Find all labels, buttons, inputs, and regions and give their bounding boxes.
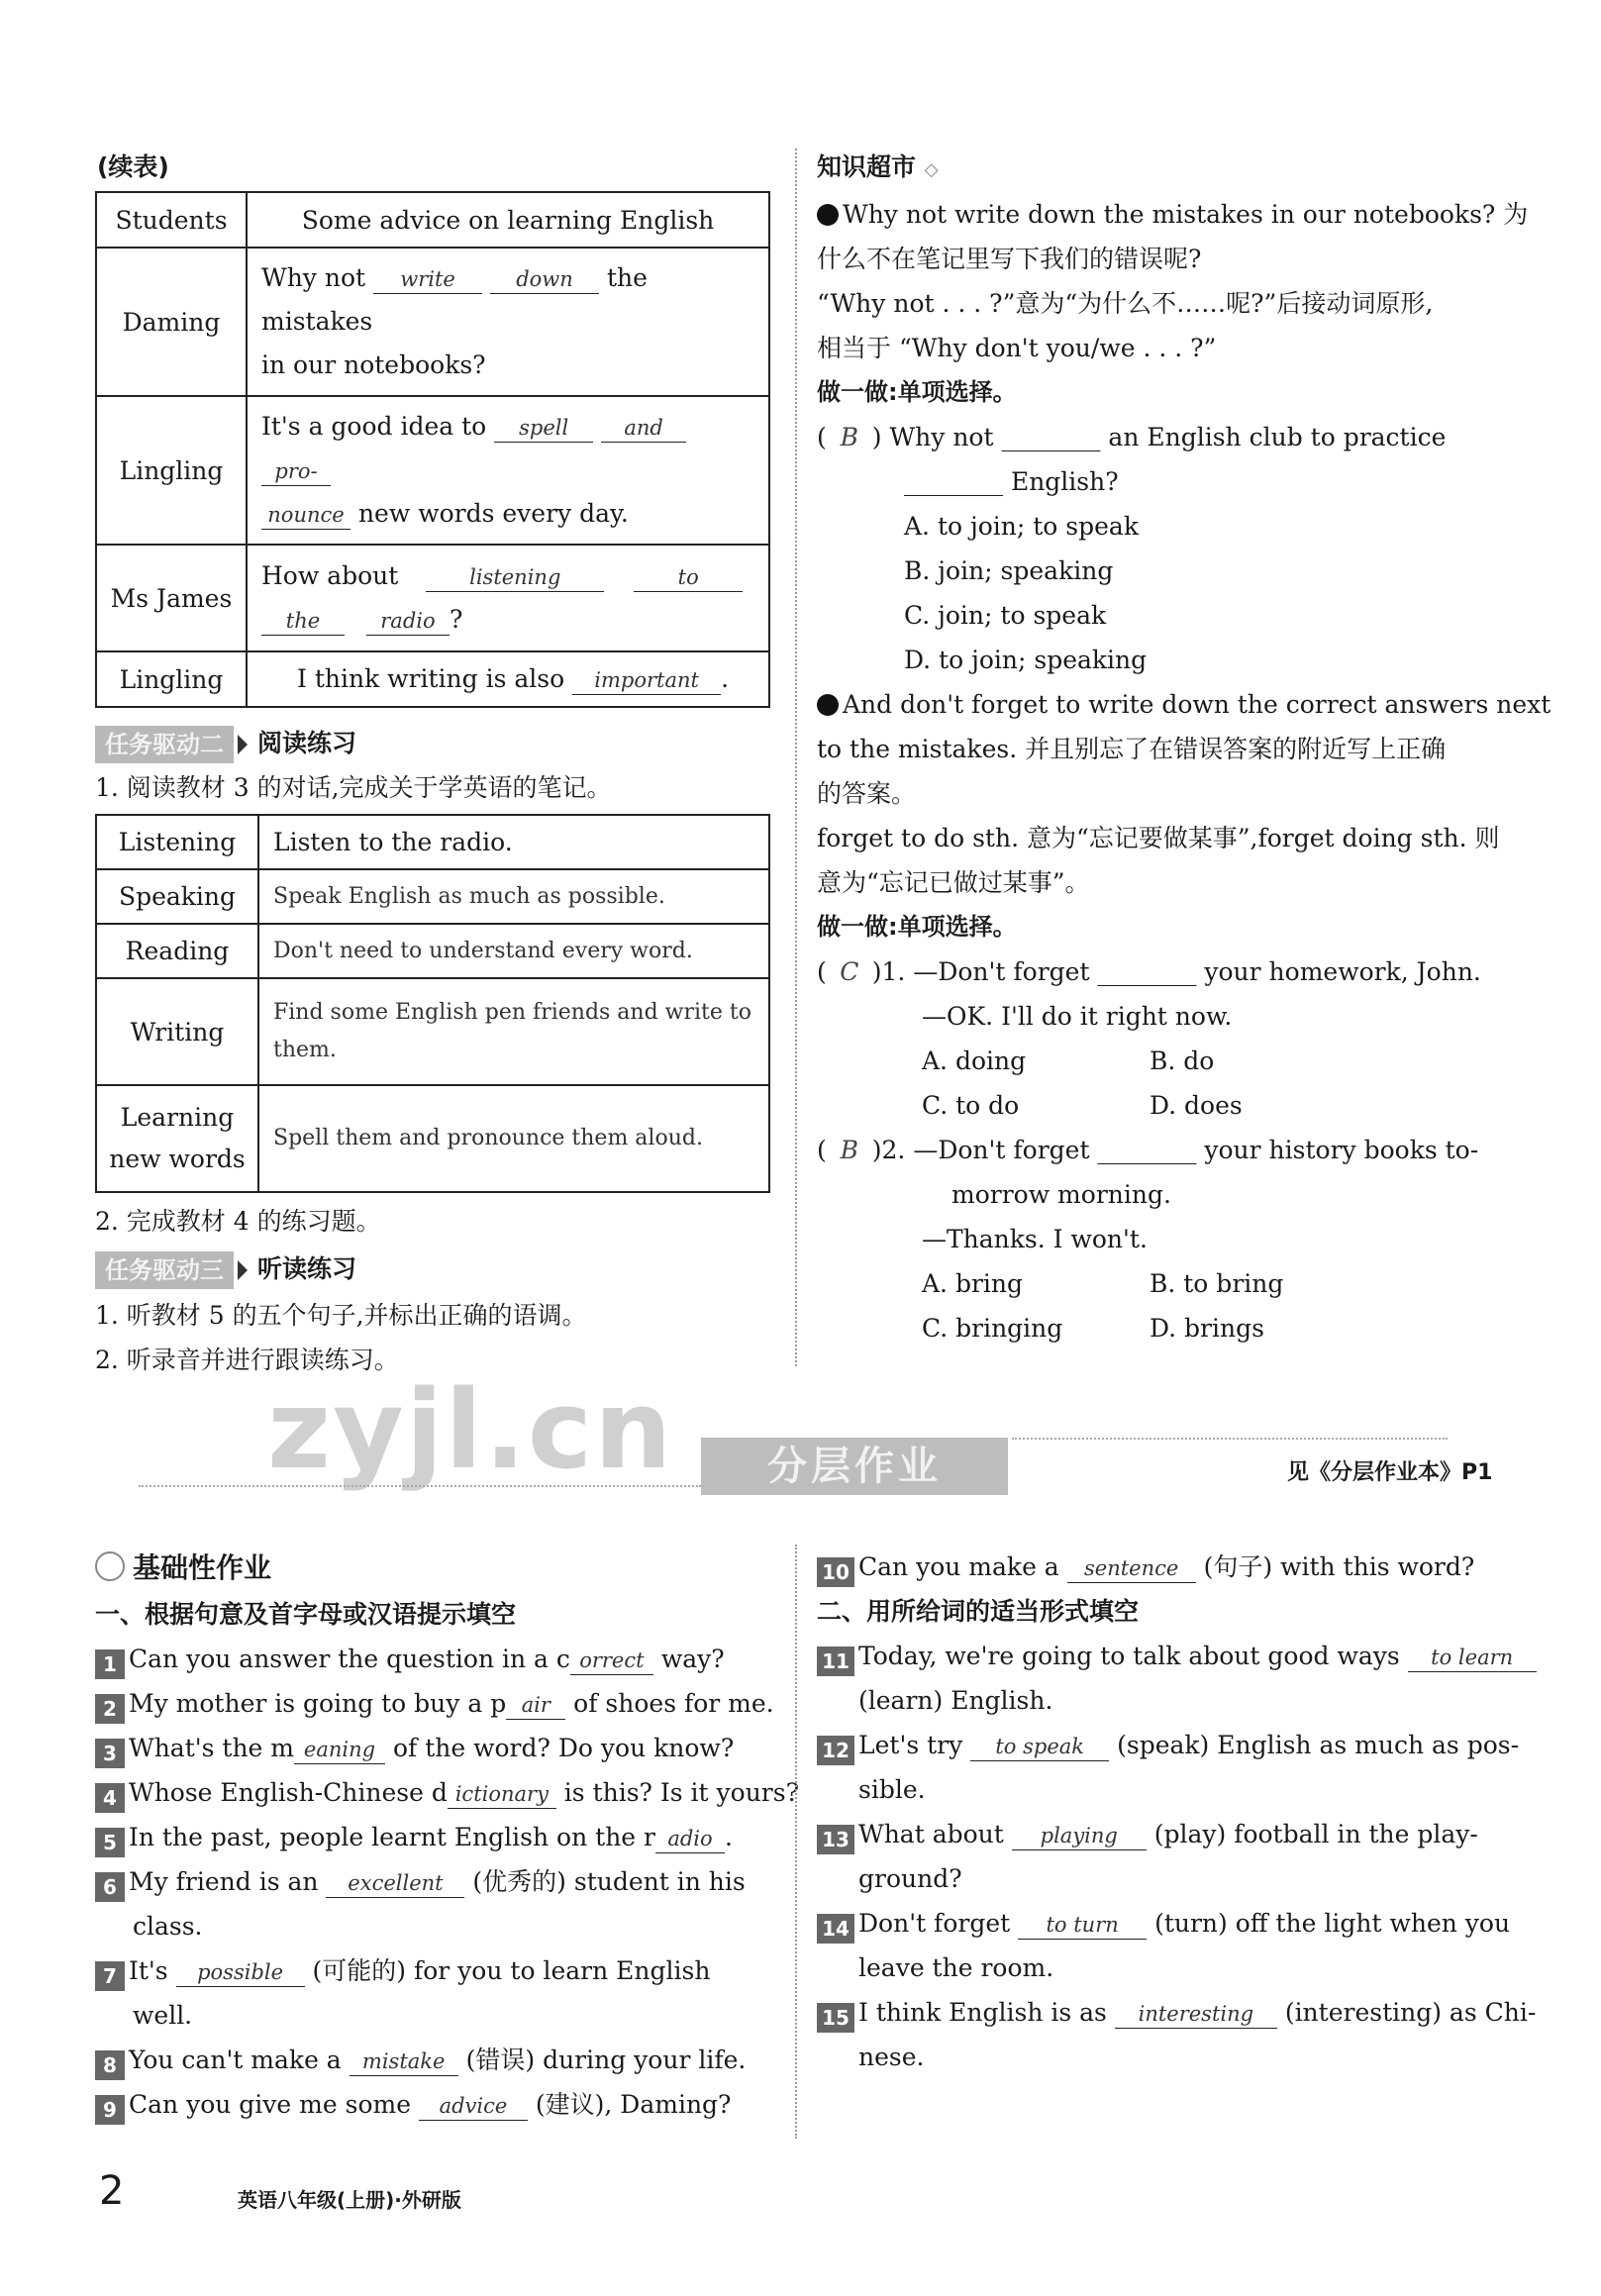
knowledge-text: to the mistakes. 并且别忘了在错误答案的附近写上正确: [817, 735, 1447, 763]
skill-cell: Reading: [96, 924, 258, 978]
list-item: 7 It's possible (可能的) for you to learn English: [95, 1948, 776, 1993]
answer-blank: spell: [494, 414, 593, 443]
part-title: 二、用所给词的适当形式填空: [817, 1597, 1140, 1626]
column-divider: [795, 149, 797, 1366]
list-item: 13 What about playing (play) football in the play-: [817, 1812, 1498, 1856]
knowledge-title: 知识超市 ◇: [817, 152, 939, 181]
practice-label: 做一做:单项选择。: [817, 913, 1017, 941]
note-cell: Find some English pen friends and write to them.: [258, 978, 769, 1085]
answer-blank: air: [506, 1691, 565, 1720]
item-number: 7: [95, 1961, 125, 1991]
knowledge-text: 意为“忘记已做过某事”。: [817, 868, 1090, 897]
knowledge-text: Why not write down the mistakes in our notebooks? 为: [817, 192, 1498, 237]
student-name: Lingling: [96, 651, 247, 707]
practice-label: 做一做:单项选择。: [817, 378, 1017, 406]
question: —OK. I'll do it right now.: [922, 1002, 1233, 1031]
note-cell: Speak English as much as possible.: [258, 869, 769, 924]
advice-cell: How about listening to the radio ?: [247, 545, 769, 651]
question: —Thanks. I won't.: [922, 1225, 1148, 1253]
bullet-icon: [817, 694, 839, 716]
list-item-cont: nese.: [858, 2043, 925, 2071]
skill-cell: Listening: [96, 815, 258, 869]
item-number: 2: [95, 1694, 125, 1724]
answer-blank: eaning: [294, 1736, 385, 1764]
answer-blank: orrect: [570, 1647, 653, 1675]
list-item: 2 My mother is going to buy a p air of shoes for me.: [95, 1681, 776, 1726]
item-number: 10: [817, 1557, 854, 1587]
list-item: 9 Can you give me some advice (建议), Daming?: [95, 2082, 776, 2127]
list-item: 6 My friend is an excellent (优秀的) student in his: [95, 1859, 776, 1904]
list-item-cont: ground?: [858, 1864, 962, 1893]
answer-blank: playing: [1012, 1822, 1147, 1850]
banner-rule: [139, 1485, 701, 1487]
item-number: 1: [95, 1649, 125, 1679]
answer-blank: to: [634, 563, 743, 592]
chevron-icon: [238, 1260, 248, 1280]
list-item: 14 Don't forget to turn (turn) off the light when you: [817, 1901, 1498, 1946]
item-number: 15: [817, 2003, 854, 2033]
continued-label: (续表): [97, 152, 169, 181]
instruction: 2. 完成教材 4 的练习题。: [95, 1207, 381, 1236]
option: C. join; to speak: [904, 601, 1107, 630]
answer-blank: mistake: [350, 2047, 458, 2076]
answer-blank: advice: [419, 2092, 528, 2121]
task3-heading: 任务驱动三 听读练习: [95, 1248, 776, 1291]
item-number: 3: [95, 1739, 125, 1768]
answer-mark: B: [840, 1136, 858, 1164]
book-title: 英语八年级(上册)·外研版: [238, 2188, 461, 2212]
answer-blank: possible: [176, 1958, 305, 1987]
diamond-icon: ◇: [924, 159, 939, 180]
option-row: C. bringing D. brings: [922, 1314, 1264, 1343]
student-name: Lingling: [96, 396, 247, 545]
advice-cell: It's a good idea to spell and pro- nounce new words every day.: [247, 396, 769, 545]
list-item-cont: well.: [133, 2001, 193, 2030]
item-number: 14: [817, 1914, 854, 1944]
list-item: 4 Whose English-Chinese d ictionary is this? Is it yours?: [95, 1770, 776, 1815]
item-number: 11: [817, 1647, 854, 1676]
note-cell: Don't need to understand every word.: [258, 924, 769, 978]
instruction: 1. 阅读教材 3 的对话,完成关于学英语的笔记。: [95, 773, 612, 802]
knowledge-text: “Why not . . . ?”意为“为什么不……呢?”后接动词原形,: [817, 289, 1434, 318]
answer-blank: interesting: [1115, 2000, 1277, 2029]
question: ( C )1. —Don't forget ________ your homework, John.: [817, 949, 1498, 994]
task-badge: 任务驱动二: [95, 726, 234, 763]
task-badge: 任务驱动三: [95, 1251, 234, 1289]
list-item: 8 You can't make a mistake (错误) during your life.: [95, 2038, 776, 2082]
page-number: 2: [99, 2168, 125, 2214]
item-number: 9: [95, 2095, 125, 2125]
skill-cell: Learning new words: [96, 1085, 258, 1192]
list-item: 15 I think English is as interesting (interesting) as Chi-: [817, 1990, 1498, 2035]
list-item: 1 Can you answer the question in a c orrect way?: [95, 1637, 776, 1681]
answer-blank: to speak: [970, 1733, 1109, 1761]
answer-blank: to turn: [1018, 1911, 1147, 1940]
list-item: 12 Let's try to speak (speak) English as much as pos-: [817, 1723, 1498, 1767]
section-heading: 基础性作业: [95, 1545, 776, 1592]
column-divider: [795, 1545, 797, 2139]
chevron-icon: [238, 735, 248, 754]
list-item-cont: leave the room.: [858, 1953, 1054, 1982]
answer-blank: adio: [655, 1825, 725, 1853]
knowledge-text: 什么不在笔记里写下我们的错误呢?: [817, 245, 1202, 273]
item-number: 4: [95, 1783, 125, 1813]
option: A. to join; to speak: [904, 512, 1139, 541]
answer-blank: sentence: [1067, 1554, 1196, 1583]
option-row: A. bring B. to bring: [922, 1269, 1284, 1298]
skill-cell: Writing: [96, 978, 258, 1085]
instruction: 2. 听录音并进行跟读练习。: [95, 1346, 399, 1374]
option: B. join; speaking: [904, 556, 1114, 585]
question: ________ English?: [904, 467, 1119, 496]
banner-rule: [1012, 1438, 1448, 1440]
table-header: Students: [96, 192, 247, 248]
student-name: Daming: [96, 248, 247, 396]
advice-table: [95, 191, 770, 708]
list-item: 3 What's the m eaning of the word? Do you know?: [95, 1726, 776, 1770]
option-row: C. to do D. does: [922, 1091, 1243, 1120]
advice-cell: Why not write down the mistakes in our notebooks?: [247, 248, 769, 396]
list-item-cont: sible.: [858, 1775, 926, 1804]
knowledge-text: 的答案。: [817, 779, 917, 808]
advice-cell: I think writing is also important .: [247, 651, 769, 707]
answer-blank: pro-: [261, 457, 331, 486]
item-number: 13: [817, 1825, 854, 1854]
watermark: zyjl.cn: [267, 1366, 674, 1493]
knowledge-text: forget to do sth. 意为“忘记要做某事”,forget doing sth. 则: [817, 824, 1500, 852]
answer-blank: the: [261, 607, 345, 636]
list-item-cont: (learn) English.: [858, 1686, 1053, 1715]
list-item: 10 Can you make a sentence (句子) with this word?: [817, 1545, 1498, 1589]
table-header: Some advice on learning English: [247, 192, 769, 248]
notes-table: [95, 814, 770, 1193]
answer-blank: excellent: [326, 1869, 464, 1898]
task2-heading: 任务驱动二 阅读练习: [95, 722, 776, 765]
item-number: 5: [95, 1828, 125, 1857]
list-item-cont: class.: [133, 1912, 203, 1941]
item-number: 6: [95, 1872, 125, 1902]
part-title: 一、根据句意及首字母或汉语提示填空: [95, 1600, 517, 1629]
answer-blank: nounce: [261, 501, 350, 530]
note-cell: Listen to the radio.: [258, 815, 769, 869]
bullet-icon: [817, 204, 839, 226]
answer-blank: down: [490, 265, 599, 294]
instruction: 1. 听教材 5 的五个句子,并标出正确的语调。: [95, 1301, 587, 1330]
list-item: 11 Today, we're going to talk about good ways to learn: [817, 1634, 1498, 1678]
banner-title: 分层作业: [701, 1438, 1008, 1495]
knowledge-text: And don't forget to write down the correct answers next: [817, 682, 1498, 727]
answer-blank: important: [572, 666, 721, 695]
option: D. to join; speaking: [904, 646, 1148, 674]
answer-blank: ictionary: [448, 1780, 556, 1809]
question: ( B )2. —Don't forget ________ your history books to-: [817, 1128, 1498, 1172]
circle-icon: [95, 1551, 125, 1581]
answer-blank: write: [373, 265, 482, 294]
answer-blank: to learn: [1408, 1644, 1537, 1672]
banner-ref: 见《分层作业本》P1: [1287, 1460, 1493, 1485]
question: ( B ) Why not ________ an English club to practice: [817, 415, 1498, 459]
answer-blank: radio: [366, 607, 450, 636]
skill-cell: Speaking: [96, 869, 258, 924]
answer-blank: listening: [426, 563, 604, 592]
knowledge-text: 相当于 “Why don't you/we . . . ?”: [817, 334, 1217, 362]
option-row: A. doing B. do: [922, 1047, 1215, 1075]
answer-mark: B: [840, 423, 858, 451]
student-name: Ms James: [96, 545, 247, 651]
answer-blank: and: [601, 414, 686, 443]
item-number: 12: [817, 1736, 854, 1765]
note-cell: Spell them and pronounce them aloud.: [258, 1085, 769, 1192]
list-item: 5 In the past, people learnt English on the r adio .: [95, 1815, 776, 1859]
item-number: 8: [95, 2050, 125, 2080]
question: morrow morning.: [951, 1180, 1171, 1209]
answer-mark: C: [840, 957, 859, 986]
